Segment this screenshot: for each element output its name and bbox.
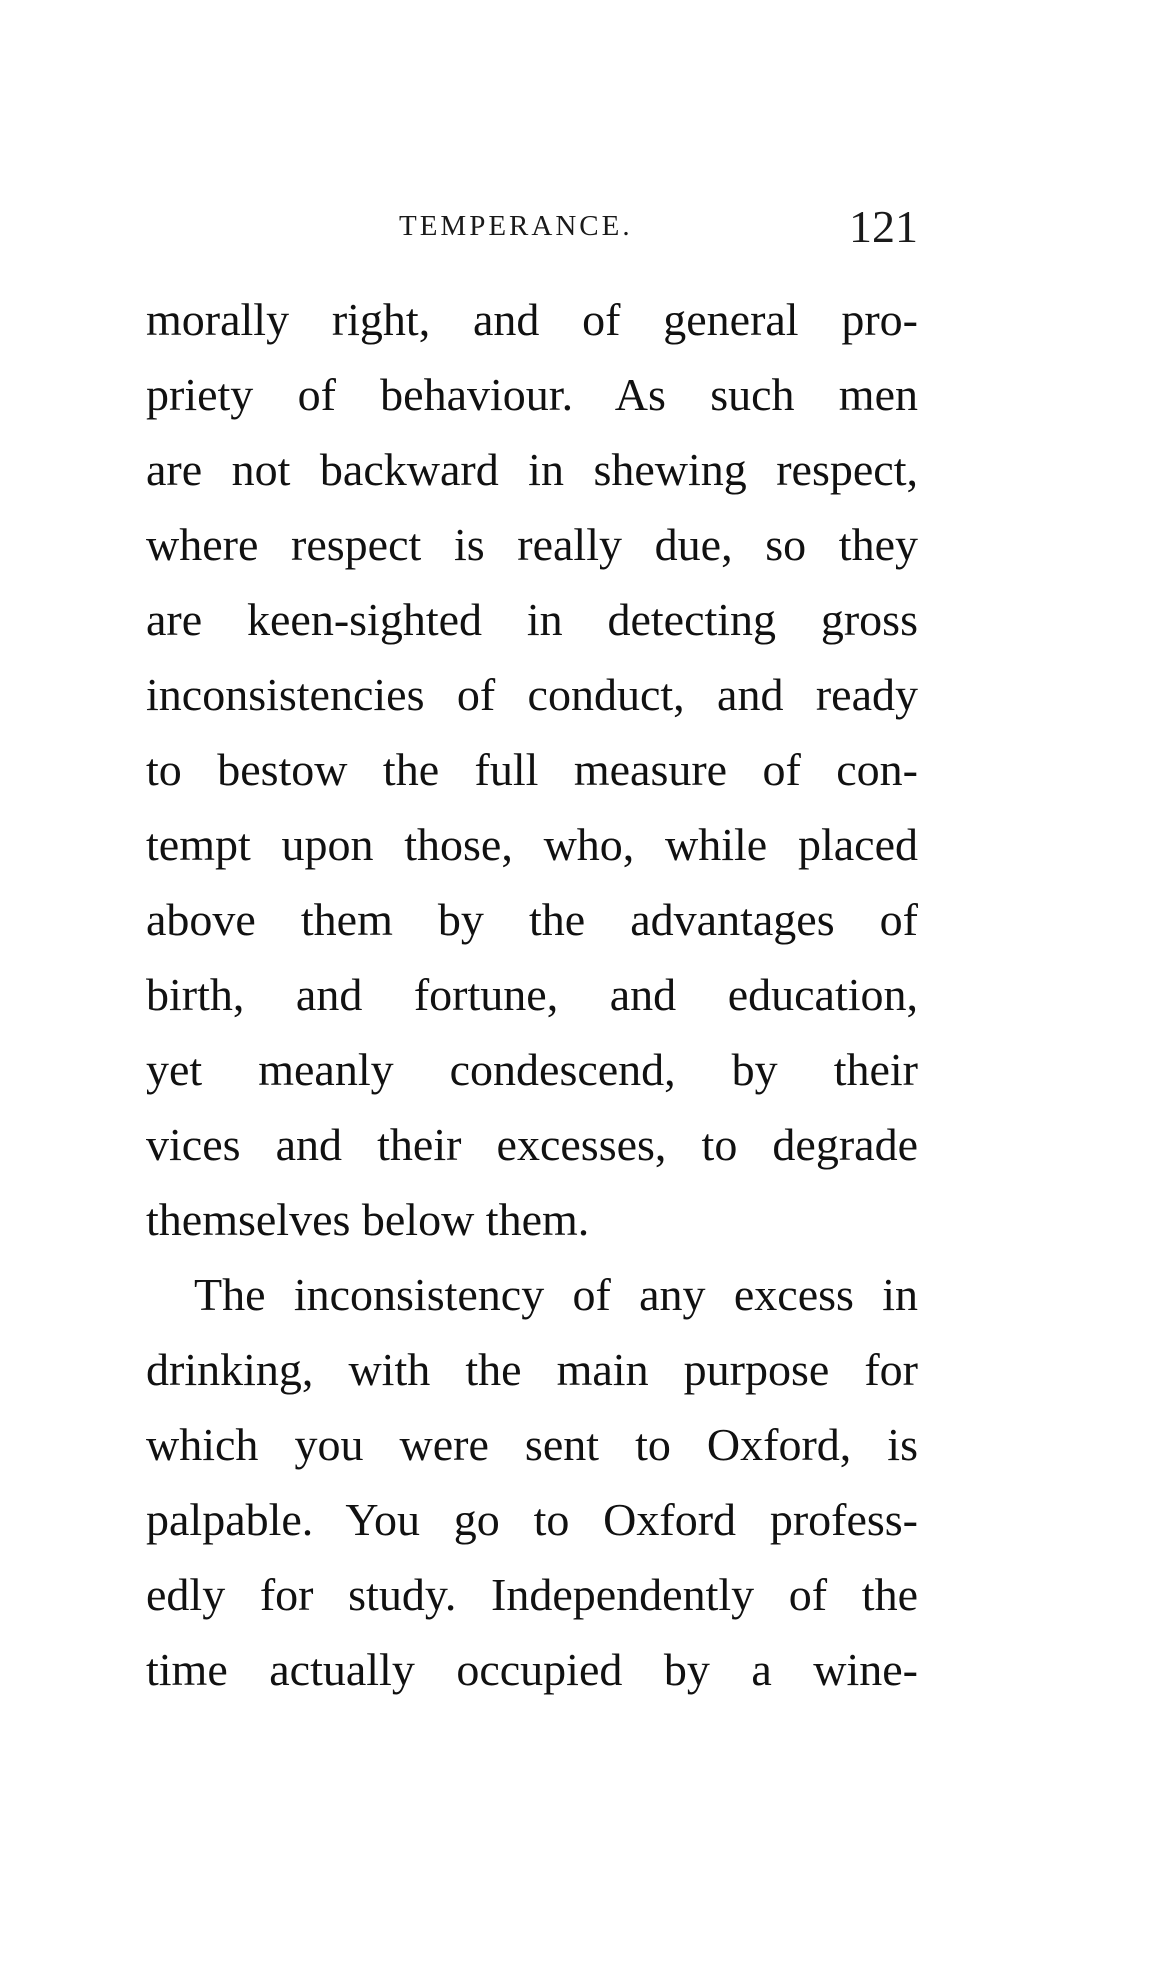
running-head xyxy=(146,200,918,260)
body-text xyxy=(146,282,918,1707)
text-line: time actually occupied by a wine- xyxy=(146,1644,918,1695)
text-line: vices and their excesses, to degrade xyxy=(146,1119,918,1170)
text-line: are not backward in shewing respect, xyxy=(146,444,918,495)
text-line: are keen-sighted in detecting gross xyxy=(146,594,918,645)
text-line: where respect is really due, so they xyxy=(146,519,918,570)
paragraph-first-line: The inconsistency of any excess in xyxy=(194,1269,918,1320)
paragraph-end-line: themselves below them. xyxy=(146,1194,590,1245)
text-line: yet meanly condescend, by their xyxy=(146,1044,918,1095)
text-line: edly for study. Independently of the xyxy=(146,1569,918,1620)
text-line: inconsistencies of conduct, and ready xyxy=(146,669,918,720)
text-line: to bestow the full measure of con- xyxy=(146,744,918,795)
text-line: drinking, with the main purpose for xyxy=(146,1344,918,1395)
text-line: morally right, and of general pro- xyxy=(146,294,918,345)
text-line: which you were sent to Oxford, is xyxy=(146,1419,918,1470)
text-line: above them by the advantages of xyxy=(146,894,918,945)
running-title: TEMPERANCE. xyxy=(399,210,633,242)
text-line: palpable. You go to Oxford profess- xyxy=(146,1494,918,1545)
text-line: tempt upon those, who, while placed xyxy=(146,819,918,870)
text-line: priety of behaviour. As such men xyxy=(146,369,918,420)
text-line: birth, and fortune, and education, xyxy=(146,969,918,1020)
page-number: 121 xyxy=(849,201,918,252)
